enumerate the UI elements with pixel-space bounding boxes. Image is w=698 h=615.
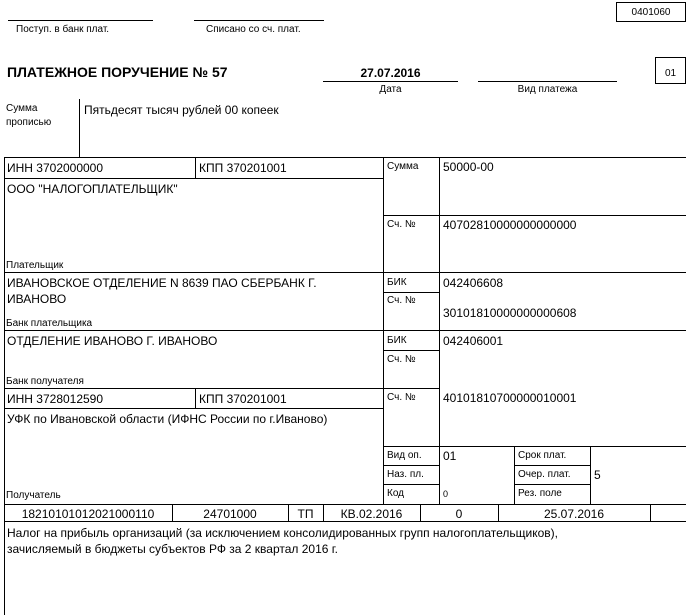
details-bottom-line bbox=[4, 504, 686, 505]
payer-bank-label: Банк плательщика bbox=[6, 318, 93, 329]
code-label: Код bbox=[387, 488, 405, 499]
page-title: ПЛАТЕЖНОЕ ПОРУЧЕНИЕ № 57 bbox=[7, 64, 228, 80]
main-top-line bbox=[4, 157, 686, 158]
payer-bank-name-2: ИВАНОВО bbox=[7, 292, 67, 306]
payer-bank-bik-line bbox=[383, 292, 439, 293]
left-border bbox=[4, 157, 5, 615]
payee-bank-account-label: Сч. № bbox=[387, 354, 416, 365]
payer-bank-account-label: Сч. № bbox=[387, 295, 416, 306]
details-term-line bbox=[514, 465, 590, 466]
queue-value: 5 bbox=[594, 468, 601, 482]
document-date: 27.07.2016 bbox=[360, 66, 421, 80]
payment-type-line bbox=[478, 81, 617, 82]
payer-bank-account-value: 30101810000000000608 bbox=[443, 306, 577, 320]
details-queue-line bbox=[514, 484, 590, 485]
payer-bank-name-1: ИВАНОВСКОЕ ОТДЕЛЕНИЕ N 8639 ПАО СБЕРБАНК Г. bbox=[7, 276, 317, 290]
payee-inn-line bbox=[4, 408, 383, 409]
date-line bbox=[323, 81, 458, 82]
tax-doc-date: 25.07.2016 bbox=[543, 507, 605, 521]
debited-label: Списано со сч. плат. bbox=[206, 24, 301, 35]
code-value: 0 bbox=[443, 489, 449, 499]
payee-bank-name: ОТДЕЛЕНИЕ ИВАНОВО Г. ИВАНОВО bbox=[7, 334, 218, 348]
payer-kpp: КПП 370201001 bbox=[199, 161, 287, 175]
payer-bank-bik-label: БИК bbox=[387, 277, 407, 288]
payee-bank-bottom-line bbox=[4, 388, 439, 389]
op-type-label: Вид оп. bbox=[387, 450, 422, 461]
payer-inn: ИНН 3702000000 bbox=[7, 161, 104, 175]
sum-bottom-line bbox=[383, 215, 686, 216]
tax-oktmo: 24701000 bbox=[203, 507, 257, 521]
payer-inn-line bbox=[4, 178, 383, 179]
amount-words-label-2: прописью bbox=[6, 117, 52, 128]
payer-sum-label: Сумма bbox=[387, 161, 419, 172]
payee-bank-bik-label: БИК bbox=[387, 335, 407, 346]
payer-bottom-line bbox=[4, 272, 686, 273]
tax-divider-6 bbox=[650, 504, 651, 521]
details-divider-2 bbox=[590, 446, 591, 504]
tax-bottom-line bbox=[4, 521, 686, 522]
payee-account-value: 40101810700000010001 bbox=[443, 391, 577, 405]
queue-label: Очер. плат. bbox=[518, 469, 571, 480]
date-label: Дата bbox=[379, 84, 402, 95]
details-divider-1 bbox=[514, 446, 515, 504]
payee-inn-divider bbox=[195, 388, 196, 408]
payer-label: Плательщик bbox=[6, 260, 64, 271]
payer-name: ООО "НАЛОГОПЛАТЕЛЬЩИК" bbox=[7, 182, 178, 196]
received-label: Поступ. в банк плат. bbox=[16, 24, 110, 35]
payee-account-label: Сч. № bbox=[387, 392, 416, 403]
payee-inn: ИНН 3728012590 bbox=[7, 392, 104, 406]
payment-type-label: Вид платежа bbox=[517, 84, 578, 95]
payer-bank-bik-value: 042406608 bbox=[443, 276, 504, 290]
payer-sum-value: 50000-00 bbox=[443, 160, 494, 174]
details-row-line-2 bbox=[383, 484, 439, 485]
term-label: Срок плат. bbox=[518, 450, 567, 461]
payer-account-label: Сч. № bbox=[387, 219, 416, 230]
details-row-line-1 bbox=[383, 465, 439, 466]
payee-bank-label: Банк получателя bbox=[6, 376, 84, 387]
op-type-value: 01 bbox=[443, 449, 457, 463]
purpose-line-1: Налог на прибыль организаций (за исключением консолидированных групп налогоплательщиков), bbox=[7, 526, 558, 540]
reserve-label: Рез. поле bbox=[518, 488, 562, 499]
tax-basis: ТП bbox=[297, 507, 314, 521]
purpose-line-2: зачисляемый в бюджеты субъектов РФ за 2 квартал 2016 г. bbox=[7, 542, 339, 556]
purpose-code-label: Наз. пл. bbox=[387, 469, 424, 480]
payer-bank-bottom-line bbox=[4, 330, 686, 331]
payee-bank-bik-value: 042406001 bbox=[443, 334, 504, 348]
tax-doc-number: 0 bbox=[455, 507, 463, 521]
amount-words-divider bbox=[79, 99, 80, 157]
status-code: 01 bbox=[664, 68, 677, 79]
form-code: 0401060 bbox=[631, 7, 671, 18]
amount-words-label-1: Сумма bbox=[6, 103, 38, 114]
payee-kpp: КПП 370201001 bbox=[199, 392, 287, 406]
payee-name: УФК по Ивановской области (ИФНС России по г.Иваново) bbox=[7, 412, 328, 426]
payee-label: Получатель bbox=[6, 490, 61, 501]
amount-words-value: Пятьдесят тысяч рублей 00 копеек bbox=[84, 103, 279, 117]
payee-account-line bbox=[383, 446, 686, 447]
received-line bbox=[8, 20, 153, 21]
payee-bank-bik-line bbox=[383, 350, 439, 351]
tax-period: КВ.02.2016 bbox=[340, 507, 403, 521]
tax-kbk: 18210101012021000110 bbox=[21, 507, 155, 521]
payer-inn-divider bbox=[195, 157, 196, 178]
debited-line bbox=[194, 20, 324, 21]
payer-account-value: 40702810000000000000 bbox=[443, 218, 577, 232]
